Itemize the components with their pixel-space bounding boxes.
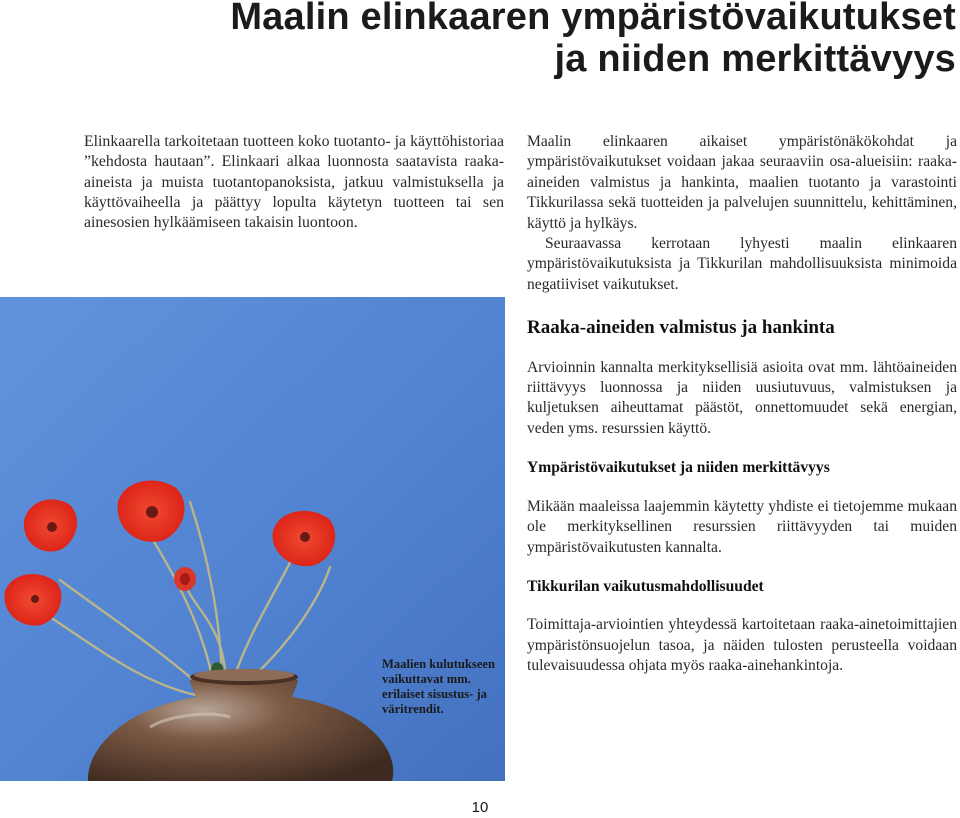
section-text-raw-materials: Arvioinnin kannalta merkityksellisiä asioita ovat mm. lähtöaineiden riittävyys luonnossa ja niiden uusiutuvuus, valmistuksen ja kuljetuksen aiheuttamat päästöt, onnettomuudet sekä energian, veden yms. resurssien käyttö.	[527, 358, 957, 437]
intro-paragraph: Elinkaarella tarkoitetaan tuotteen koko tuotanto- ja käyttöhistoriaa ”kehdosta hautaan”. Elinkaari alkaa luonnosta saatavista raaka-aineista ja muista tuotantopanoksista, jatkuu valmistuksella ja käyttövaiheella ja päättyy lopulta käytetyn tuotteen tai sen ainesosien hylkäämiseen takaisin luontoon.	[84, 133, 504, 232]
right-column	[527, 132, 957, 677]
page-title-line-1: Maalin elinkaaren ympäristövaikutukset	[230, 0, 956, 38]
text-tikkurila-influence: Toimittaja-arviointien yhteydessä kartoitetaan raaka-ainetoimittajien ympäristönsuojelun tasoa, ja näiden tulosten perusteella voidaan tulevaisuudessa ohjata myös raaka-ainehankintoja.	[527, 616, 957, 675]
subheading-environmental-impacts: Ympäristövaikutukset ja niiden merkittävyys	[527, 459, 830, 477]
photo-caption: Maalien kulutukseen vaikuttavat mm. erilaiset sisustus- ja väritrendit.	[382, 657, 496, 716]
section-heading-raw-materials: Raaka-aineiden valmistus ja hankinta	[527, 317, 835, 339]
right-paragraph-1: Maalin elinkaaren aikaiset ympäristönäkökohdat ja ympäristövaikutukset voidaan jakaa seuraaviin osa-alueisiin: raaka-aineiden valmistus ja hankinta, maalien tuotanto ja varastointi Tikkurilassa sekä tuotteiden ja palvelujen suunnittelu, kehittäminen, käyttö ja hylkäys.	[527, 133, 957, 232]
right-paragraph-2: Seuraavassa kerrotaan lyhyesti maalin elinkaaren ympäristövaikutuksista ja Tikkurilan mahdollisuuksista minimoida negatiiviset vaikutukset.	[527, 235, 957, 293]
page-title-line-2: ja niiden merkittävyys	[554, 38, 956, 80]
subheading-tikkurila-influence: Tikkurilan vaikutusmahdollisuudet	[527, 577, 764, 595]
page-number: 10	[471, 799, 489, 816]
text-environmental-impacts: Mikään maaleissa laajemmin käytetty yhdiste ei tietojemme mukaan ole merkityksellinen resurssien riittävyyden tai muiden ympäristövaikutusten kannalta.	[527, 497, 957, 556]
page-title	[230, 0, 956, 80]
